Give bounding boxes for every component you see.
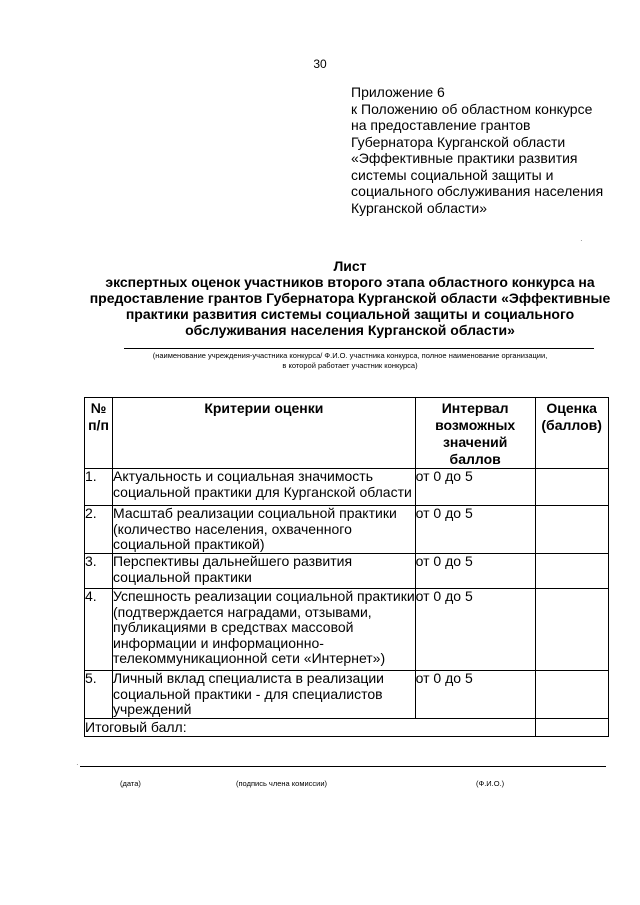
name-note <box>60 351 640 371</box>
header-num: № п/п <box>85 398 113 469</box>
row-interval: от 0 до 5 <box>415 506 535 554</box>
row-score-cell[interactable] <box>535 589 608 671</box>
row-score-cell[interactable] <box>535 506 608 554</box>
table-row <box>85 469 609 506</box>
table-header-row <box>85 398 609 469</box>
scan-speck: · <box>76 760 79 769</box>
title-line: практики развития системы социальной защиты и социального <box>125 306 575 322</box>
header-interval: Интервал возможных значений баллов <box>415 398 535 469</box>
row-num: 5. <box>85 671 113 719</box>
appendix-line: Курганской области» <box>351 199 488 216</box>
appendix-line: к Положению об областном конкурсе <box>351 100 593 117</box>
title-line: предоставление грантов Губернатора Курганской области «Эффективные <box>89 290 611 306</box>
scan-speck: · <box>580 236 583 245</box>
title-line: Лист <box>333 258 367 274</box>
document-title <box>60 258 640 338</box>
date-caption: (дата) <box>120 779 141 788</box>
row-criteria: Личный вклад специалиста в реализации социальной практики - для специалистов учреждений <box>113 671 416 719</box>
fio-caption: (Ф.И.О.) <box>476 779 505 788</box>
name-note-line: в которой работает участник конкурса) <box>282 361 418 370</box>
appendix-line: Губернатора Курганской области <box>351 133 566 150</box>
appendix-line: Приложение 6 <box>351 84 445 100</box>
row-interval: от 0 до 5 <box>415 589 535 671</box>
table-row <box>85 671 609 719</box>
row-num: 2. <box>85 506 113 554</box>
row-criteria: Актуальность и социальная значимость социальной практики для Курганской области <box>113 469 416 506</box>
row-num: 1. <box>85 469 113 506</box>
total-score-cell[interactable] <box>535 719 608 737</box>
name-fill-line <box>124 348 594 349</box>
header-score: Оценка (баллов) <box>535 398 608 469</box>
signature-line <box>80 766 606 767</box>
appendix-block <box>351 84 631 216</box>
row-score-cell[interactable] <box>535 554 608 589</box>
total-row <box>85 719 609 737</box>
row-score-cell[interactable] <box>535 671 608 719</box>
table-row <box>85 554 609 589</box>
appendix-line: социального обслуживания населения <box>351 183 604 199</box>
title-line: обслуживания населения Курганской области» <box>185 322 515 338</box>
header-criteria: Критерии оценки <box>113 398 416 469</box>
evaluation-table <box>84 397 609 737</box>
appendix-line: на предоставление грантов <box>351 117 531 133</box>
name-note-line: (наименование учреждения-участника конкурса/ Ф.И.О. участника конкурса, полное наименование организации, <box>152 351 548 360</box>
row-interval: от 0 до 5 <box>415 469 535 506</box>
appendix-line: «Эффективные практики развития <box>351 150 578 166</box>
row-num: 3. <box>85 554 113 589</box>
row-criteria: Масштаб реализации социальной практики (количество населения, охваченного социальной практикой) <box>113 506 416 554</box>
title-line: экспертных оценок участников второго этапа областного конкурса на <box>105 274 595 290</box>
table-row <box>85 589 609 671</box>
row-score-cell[interactable] <box>535 469 608 506</box>
row-criteria: Успешность реализации социальной практики (подтверждается наградами, отзывами, публикациями в средствах массовой информации и информационно- телекоммуникационной сети «Интернет») <box>113 589 416 671</box>
total-label: Итоговый балл: <box>85 719 536 737</box>
row-interval: от 0 до 5 <box>415 671 535 719</box>
page-number: 30 <box>313 57 327 71</box>
row-num: 4. <box>85 589 113 671</box>
signature-caption: (подпись члена комиссии) <box>236 779 328 788</box>
row-interval: от 0 до 5 <box>415 554 535 589</box>
row-criteria: Перспективы дальнейшего развития социальной практики <box>113 554 416 589</box>
appendix-line: системы социальной защиты и <box>351 166 554 183</box>
table-row <box>85 506 609 554</box>
